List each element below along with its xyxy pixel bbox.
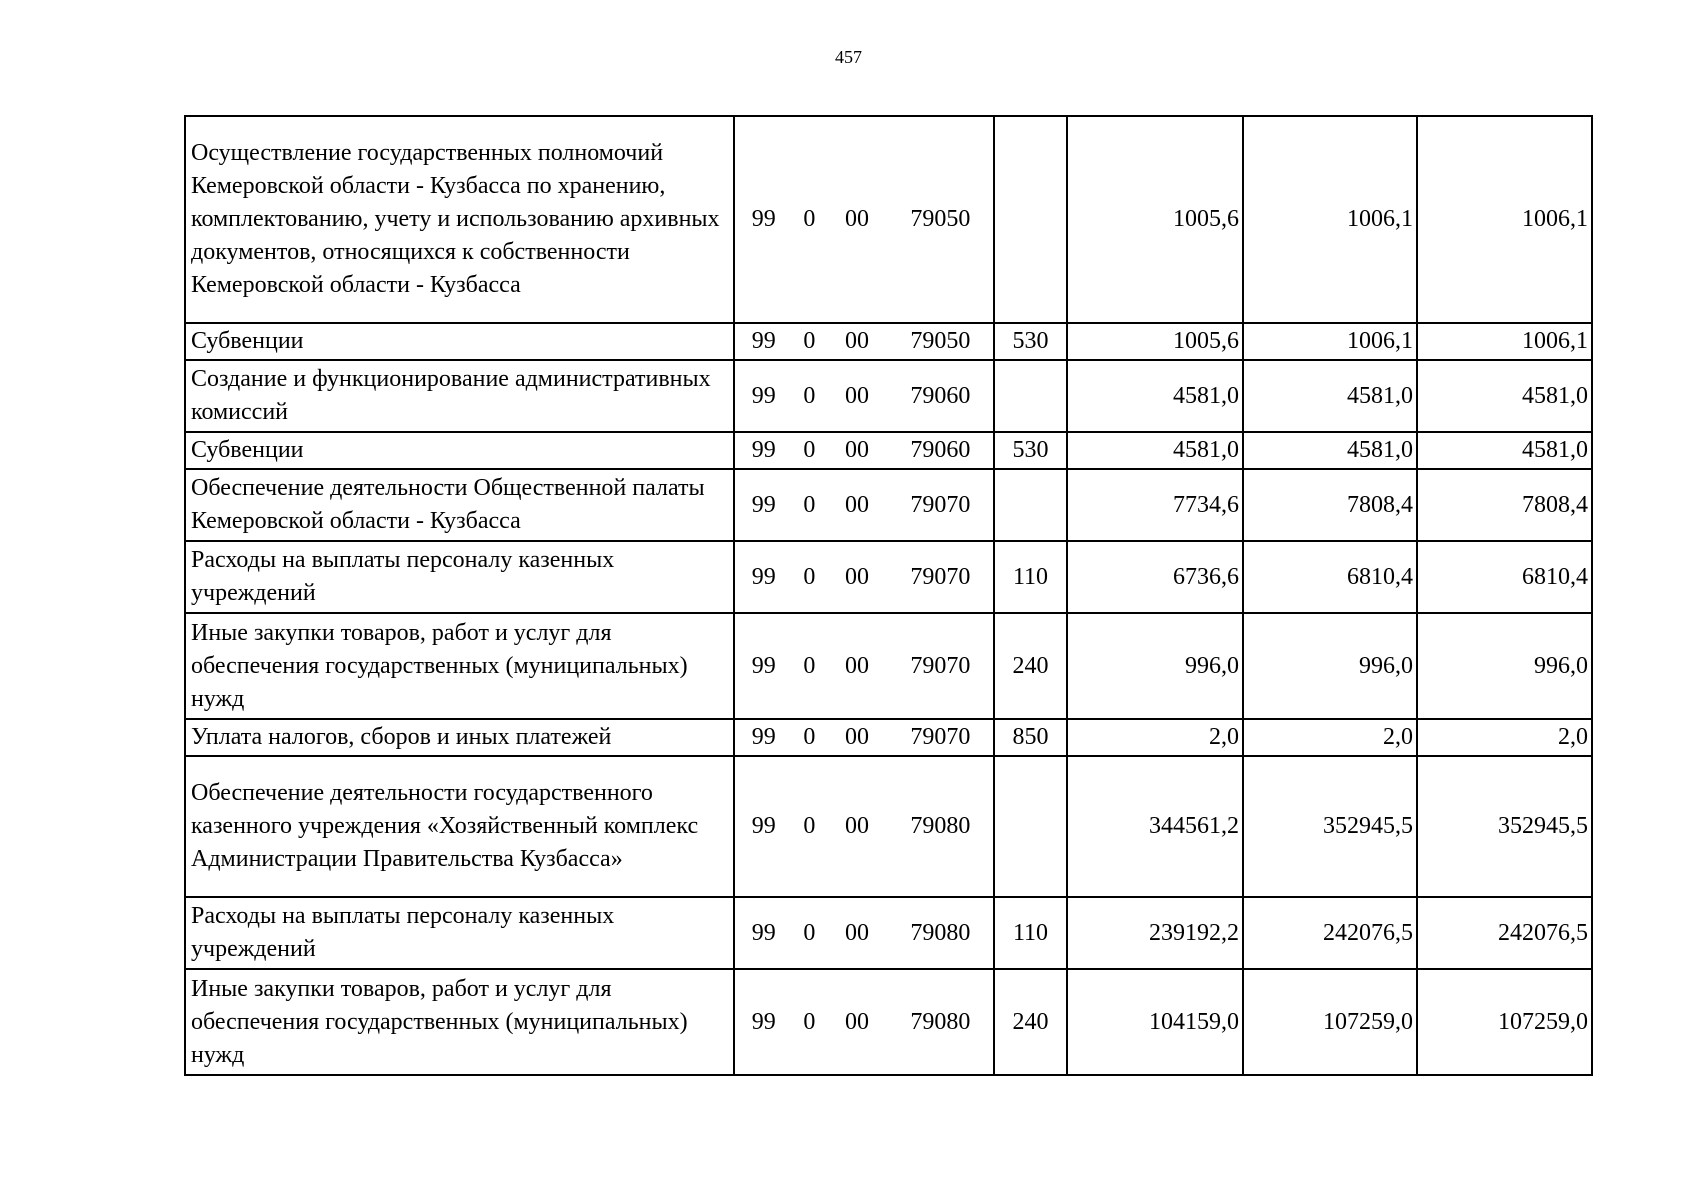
target-code-cell xyxy=(734,360,994,432)
amount-3-cell: 352945,5 xyxy=(1417,756,1592,897)
target-code-cell xyxy=(734,969,994,1075)
expense-code: 79070 xyxy=(910,652,971,679)
target-code-cell xyxy=(734,541,994,613)
subprogram-code: 0 xyxy=(803,328,816,354)
amount-1-cell: 6736,6 xyxy=(1067,541,1243,613)
table-row xyxy=(185,756,1592,897)
table-row xyxy=(185,541,1592,613)
expense-code: 79060 xyxy=(910,382,971,409)
expense-type-cell: 110 xyxy=(994,541,1067,613)
expense-code: 79070 xyxy=(910,563,971,590)
amount-2-cell: 6810,4 xyxy=(1243,541,1417,613)
subprogram-code: 0 xyxy=(803,724,816,750)
subprogram-code: 0 xyxy=(803,382,816,409)
table-row xyxy=(185,116,1592,323)
direction-code: 00 xyxy=(845,491,870,518)
subprogram-code: 0 xyxy=(803,813,816,839)
direction-code: 00 xyxy=(845,328,870,354)
expense-code: 79070 xyxy=(910,724,971,750)
amount-1-cell: 104159,0 xyxy=(1067,969,1243,1075)
target-code-cell xyxy=(734,116,994,323)
expense-type-cell: 530 xyxy=(994,432,1067,469)
amount-3-cell: 4581,0 xyxy=(1417,360,1592,432)
amount-1-cell: 2,0 xyxy=(1067,719,1243,756)
program-code: 99 xyxy=(751,382,776,409)
expense-code: 79060 xyxy=(910,437,971,463)
amount-2-cell: 352945,5 xyxy=(1243,756,1417,897)
expense-name-cell: Иные закупки товаров, работ и услуг для обеспечения государственных (муниципальных) нужд xyxy=(185,613,734,719)
target-code-cell xyxy=(734,432,994,469)
program-code: 99 xyxy=(751,491,776,518)
expense-code: 79080 xyxy=(910,1008,971,1035)
program-code: 99 xyxy=(751,563,776,590)
expense-name-cell: Обеспечение деятельности Общественной палаты Кемеровской области - Кузбасса xyxy=(185,469,734,541)
amount-2-cell: 996,0 xyxy=(1243,613,1417,719)
expense-type-cell: 850 xyxy=(994,719,1067,756)
subprogram-code: 0 xyxy=(803,563,816,590)
program-code: 99 xyxy=(751,206,776,232)
target-code-cell xyxy=(734,719,994,756)
expense-name-cell: Осуществление государственных полномочий Кемеровской области - Кузбасса по хранению, комплектованию, учету и использованию архивных документов, относящихся к собственности Кемеровской области - Кузбасса xyxy=(185,116,734,323)
subprogram-code: 0 xyxy=(803,1008,816,1035)
target-code-cell xyxy=(734,756,994,897)
amount-1-cell: 1005,6 xyxy=(1067,323,1243,360)
amount-2-cell: 107259,0 xyxy=(1243,969,1417,1075)
amount-1-cell: 4581,0 xyxy=(1067,432,1243,469)
direction-code: 00 xyxy=(845,919,870,946)
expense-name-cell: Уплата налогов, сборов и иных платежей xyxy=(185,719,734,756)
expense-name-cell: Расходы на выплаты персоналу казенных учреждений xyxy=(185,897,734,969)
amount-3-cell: 107259,0 xyxy=(1417,969,1592,1075)
program-code: 99 xyxy=(751,437,776,463)
amount-3-cell: 6810,4 xyxy=(1417,541,1592,613)
amount-3-cell: 7808,4 xyxy=(1417,469,1592,541)
subprogram-code: 0 xyxy=(803,491,816,518)
direction-code: 00 xyxy=(845,652,870,679)
expense-code: 79080 xyxy=(910,919,971,946)
amount-1-cell: 239192,2 xyxy=(1067,897,1243,969)
amount-1-cell: 4581,0 xyxy=(1067,360,1243,432)
expense-code: 79080 xyxy=(910,813,971,839)
amount-1-cell: 996,0 xyxy=(1067,613,1243,719)
expense-name-cell: Расходы на выплаты персоналу казенных учреждений xyxy=(185,541,734,613)
expense-type-cell: 240 xyxy=(994,969,1067,1075)
direction-code: 00 xyxy=(845,382,870,409)
direction-code: 00 xyxy=(845,563,870,590)
amount-3-cell: 1006,1 xyxy=(1417,323,1592,360)
table-row xyxy=(185,432,1592,469)
table-row xyxy=(185,969,1592,1075)
amount-2-cell: 1006,1 xyxy=(1243,116,1417,323)
expense-code: 79050 xyxy=(910,328,971,354)
budget-table-body xyxy=(185,116,1592,1075)
amount-3-cell: 242076,5 xyxy=(1417,897,1592,969)
target-code-cell xyxy=(734,897,994,969)
expense-name-cell: Субвенции xyxy=(185,432,734,469)
table-row xyxy=(185,719,1592,756)
amount-2-cell: 7808,4 xyxy=(1243,469,1417,541)
expense-type-cell: 240 xyxy=(994,613,1067,719)
amount-2-cell: 4581,0 xyxy=(1243,432,1417,469)
expense-name-cell: Субвенции xyxy=(185,323,734,360)
direction-code: 00 xyxy=(845,813,870,839)
expense-type-cell xyxy=(994,360,1067,432)
expense-type-cell: 530 xyxy=(994,323,1067,360)
amount-1-cell: 7734,6 xyxy=(1067,469,1243,541)
amount-2-cell: 1006,1 xyxy=(1243,323,1417,360)
program-code: 99 xyxy=(751,813,776,839)
table-row xyxy=(185,469,1592,541)
program-code: 99 xyxy=(751,919,776,946)
target-code-cell xyxy=(734,323,994,360)
table-row xyxy=(185,613,1592,719)
target-code-cell xyxy=(734,613,994,719)
table-row xyxy=(185,360,1592,432)
amount-3-cell: 2,0 xyxy=(1417,719,1592,756)
table-row xyxy=(185,897,1592,969)
table-row xyxy=(185,323,1592,360)
expense-name-cell: Иные закупки товаров, работ и услуг для обеспечения государственных (муниципальных) нужд xyxy=(185,969,734,1075)
direction-code: 00 xyxy=(845,1008,870,1035)
expense-name-cell: Обеспечение деятельности государственного казенного учреждения «Хозяйственный комплекс Администрации Правительства Кузбасса» xyxy=(185,756,734,897)
direction-code: 00 xyxy=(845,437,870,463)
amount-3-cell: 1006,1 xyxy=(1417,116,1592,323)
amount-2-cell: 4581,0 xyxy=(1243,360,1417,432)
direction-code: 00 xyxy=(845,724,870,750)
subprogram-code: 0 xyxy=(803,437,816,463)
page-number: 457 xyxy=(835,47,862,67)
budget-table xyxy=(184,115,1593,1076)
expense-code: 79050 xyxy=(910,206,971,232)
program-code: 99 xyxy=(751,724,776,750)
expense-code: 79070 xyxy=(910,491,971,518)
target-code-cell xyxy=(734,469,994,541)
program-code: 99 xyxy=(751,328,776,354)
amount-3-cell: 4581,0 xyxy=(1417,432,1592,469)
expense-type-cell xyxy=(994,756,1067,897)
expense-type-cell xyxy=(994,116,1067,323)
subprogram-code: 0 xyxy=(803,652,816,679)
amount-1-cell: 1005,6 xyxy=(1067,116,1243,323)
expense-type-cell: 110 xyxy=(994,897,1067,969)
subprogram-code: 0 xyxy=(803,206,816,232)
program-code: 99 xyxy=(751,1008,776,1035)
amount-1-cell: 344561,2 xyxy=(1067,756,1243,897)
program-code: 99 xyxy=(751,652,776,679)
expense-type-cell xyxy=(994,469,1067,541)
amount-2-cell: 242076,5 xyxy=(1243,897,1417,969)
amount-2-cell: 2,0 xyxy=(1243,719,1417,756)
amount-3-cell: 996,0 xyxy=(1417,613,1592,719)
expense-name-cell: Создание и функционирование административных комиссий xyxy=(185,360,734,432)
subprogram-code: 0 xyxy=(803,919,816,946)
direction-code: 00 xyxy=(845,206,870,232)
